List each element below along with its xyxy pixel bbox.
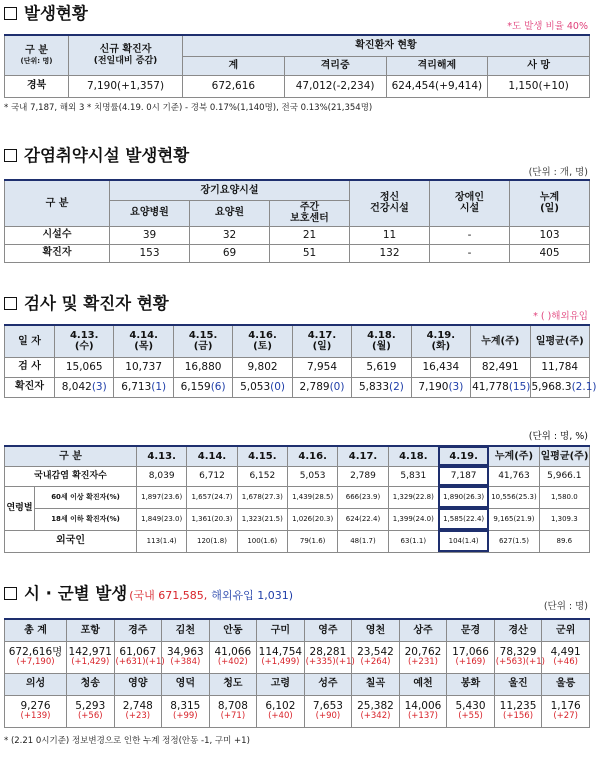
- isolating-value: 47,012(-2,234): [284, 75, 386, 97]
- section-title: 검사 및 확진자 현황: [24, 294, 169, 313]
- region-total: 23,542: [357, 646, 394, 659]
- region-increase: (+384): [170, 657, 201, 668]
- header-gubun: 구 분 (단위: 명): [5, 35, 69, 75]
- confirmed-value: 6,159(6): [173, 377, 232, 397]
- cell-value: 32: [190, 226, 270, 244]
- region-increase: (+264): [360, 657, 391, 668]
- row-label-age: 연령별: [5, 486, 35, 530]
- cell-value: 1,897(23.6): [137, 486, 187, 508]
- region-total: 6,102: [265, 700, 296, 713]
- header-date: 일 자: [5, 325, 55, 357]
- section-title-row: [4, 4, 590, 24]
- cell-value: 1,329(22.8): [388, 486, 438, 508]
- confirmed-value: 5,053(0): [233, 377, 292, 397]
- region-total: 672,616명: [8, 646, 63, 659]
- section-title: 시 · 군별 발생: [24, 584, 128, 603]
- cell-value: 1,309.3: [539, 508, 589, 530]
- tests-value: 15,065: [55, 357, 114, 377]
- overseas-count: 해외유입 1,031): [211, 589, 294, 602]
- cell-value: 51: [270, 244, 350, 262]
- region-value: [494, 641, 545, 673]
- cell-value: 6,712: [187, 466, 237, 486]
- region-increase: (+90): [315, 711, 341, 722]
- region-increase: (+7,190): [16, 657, 55, 668]
- cell-value: 39: [110, 226, 190, 244]
- header-date-cell: 4.17.: [338, 446, 388, 466]
- row-label: 시설수: [5, 226, 110, 244]
- row-label-tests: 검 사: [5, 357, 55, 377]
- region-name: 예천: [399, 673, 447, 695]
- confirmed-value: 5,968.3(2.1): [530, 377, 590, 397]
- region-total: 9,276: [20, 700, 51, 713]
- tests-value: 10,737: [114, 357, 173, 377]
- cell-value: 405: [510, 244, 590, 262]
- region-total: 5,430: [455, 700, 486, 713]
- region-increase: (+27): [553, 711, 578, 722]
- header-date-cell-highlight: 4.19.: [438, 446, 488, 466]
- cell-value: 8,039: [137, 466, 187, 486]
- region-increase: (+402): [217, 657, 248, 668]
- cell-value: 1,678(27.3): [237, 486, 287, 508]
- unit-note: (단위 : 개, 명): [528, 167, 588, 178]
- header-nursing-hospital: 요양병원: [110, 200, 190, 226]
- cell-value-highlight: 1,585(22.4): [438, 508, 488, 530]
- overseas-note: * ( )해외유입: [533, 311, 588, 322]
- cell-value-highlight: 7,187: [438, 466, 488, 486]
- cell-value: 153: [110, 244, 190, 262]
- region-name: 청도: [209, 673, 257, 695]
- section-title-row: [4, 146, 590, 166]
- region-value: [162, 641, 210, 673]
- section-outbreak: [4, 4, 590, 113]
- header-released: 격리해제: [386, 56, 488, 75]
- tests-value: 7,954: [292, 357, 351, 377]
- header-isolating: 격리중: [284, 56, 386, 75]
- region-value: [304, 641, 355, 673]
- cell-value-highlight: 1,890(26.3): [438, 486, 488, 508]
- region-increase: (+71): [220, 711, 246, 722]
- header-new-cases: 신규 확진자 (전일대비 증감): [69, 35, 183, 75]
- region-value: [5, 641, 67, 673]
- cell-value: 1,849(23.0): [137, 508, 187, 530]
- region-increase: (+137): [407, 711, 438, 722]
- region-total: 14,006: [404, 700, 442, 713]
- region-name: 울릉: [542, 673, 590, 695]
- region-increase: (+56): [77, 711, 103, 722]
- header-date-cell: 4.16.: [287, 446, 337, 466]
- new-cases-value: 7,190(+1,357): [69, 75, 183, 97]
- tests-value: 16,880: [173, 357, 232, 377]
- region-increase: (+631)(+1): [115, 657, 165, 668]
- row-label-domestic: 국내감염 확진자수: [5, 466, 137, 486]
- header-day-care: 주간 보호센터: [270, 200, 350, 226]
- region-total: 61,067: [119, 646, 157, 659]
- released-value: 624,454(+9,414): [386, 75, 488, 97]
- cell-value: 103: [510, 226, 590, 244]
- cell-value: 2,789: [338, 466, 388, 486]
- region-name: 칠곡: [352, 673, 400, 695]
- section-title: 발생현황: [24, 4, 88, 23]
- header-date-cell: 4.13.: [137, 446, 187, 466]
- region-increase: (+563)(+1): [495, 657, 545, 668]
- cell-value: 1,361(20.3): [187, 508, 237, 530]
- tests-value: 9,802: [233, 357, 292, 377]
- region-increase: (+99): [173, 711, 198, 722]
- region-name: 고령: [257, 673, 305, 695]
- region-name: 구미: [257, 619, 305, 641]
- region-name: 포항: [67, 619, 115, 641]
- region-total: 17,066: [452, 646, 489, 659]
- header-gubun: 구 분: [5, 446, 137, 466]
- header-date-cell: 4.18.: [388, 446, 438, 466]
- region-value: [257, 641, 305, 673]
- region-increase: (+23): [125, 711, 151, 722]
- region-value: [114, 695, 162, 727]
- tests-value: 16,434: [411, 357, 470, 377]
- cell-value: 1,323(21.5): [237, 508, 287, 530]
- checkbox-square-icon: [4, 149, 17, 162]
- outbreak-footnote: * 국내 7,187, 해외 3 * 치명률(4.19. 0시 기준) - 경북 0.17%(1,140명), 전국 0.13%(21,354명): [4, 102, 373, 113]
- row-label: 확진자: [5, 244, 110, 262]
- region-name: 경주: [114, 619, 162, 641]
- cell-value: -: [430, 226, 510, 244]
- region-total: 28,281: [309, 646, 347, 659]
- region-name: 문경: [447, 619, 495, 641]
- header-date-cell: 4.14.: [187, 446, 237, 466]
- region-name: 총 계: [5, 619, 67, 641]
- deaths-value: 1,150(+10): [488, 75, 590, 97]
- tests-value: 5,619: [352, 357, 411, 377]
- cell-value: 627(1.5): [489, 530, 539, 552]
- region-name: 영덕: [162, 673, 210, 695]
- cell-value-highlight: 104(1.4): [438, 530, 488, 552]
- header-date-cell: 4.16. (토): [233, 325, 292, 357]
- region-name: 영주: [304, 619, 352, 641]
- region-name: 군위: [542, 619, 590, 641]
- section-tests-confirmed: [4, 294, 596, 398]
- cell-value: 48(1.7): [338, 530, 388, 552]
- header-gubun: 구 분: [5, 180, 110, 226]
- row-label-confirmed: 확진자: [5, 377, 55, 397]
- tests-value: 82,491: [471, 357, 530, 377]
- cell-value: 1,580.0: [539, 486, 589, 508]
- section-by-region: [4, 584, 590, 746]
- region-increase: (+156): [503, 711, 534, 722]
- region-name: 영양: [114, 673, 162, 695]
- cell-value: 63(1.1): [388, 530, 438, 552]
- region-increase: (+231): [407, 657, 438, 668]
- header-date-cell: 4.14. (목): [114, 325, 173, 357]
- header-cumulative-week: 누계(주): [489, 446, 539, 466]
- row-label-foreigner: 외국인: [5, 530, 137, 552]
- cell-value: 11: [350, 226, 430, 244]
- region-increase: (+335)(+1): [305, 657, 355, 668]
- region-value: [67, 641, 115, 673]
- region-name: 청송: [67, 673, 115, 695]
- region-value: [399, 641, 447, 673]
- region-total: 25,382: [357, 700, 394, 713]
- cell-value: 113(1.4): [137, 530, 187, 552]
- header-date-cell: 4.13. (수): [55, 325, 114, 357]
- region-total: 1,176: [550, 700, 581, 713]
- confirmed-value: 8,042(3): [55, 377, 114, 397]
- region-value: [542, 695, 590, 727]
- region-value: [67, 695, 115, 727]
- section-title-row: [4, 584, 590, 606]
- tests-table: [4, 324, 596, 398]
- region-total: 7,653: [312, 700, 343, 713]
- section-title: 감염취약시설 발생현황: [24, 146, 190, 165]
- header-deaths: 사 망: [488, 56, 590, 75]
- unit-note: (단위 : 명): [543, 601, 588, 612]
- header-cumulative-week: 누계(주): [471, 325, 530, 357]
- region-total: 8,708: [217, 700, 248, 713]
- confirmed-value: 41,778(15): [471, 377, 530, 397]
- confirmed-value: 6,713(1): [114, 377, 173, 397]
- region-increase: (+342): [360, 711, 391, 722]
- checkbox-square-icon: [4, 297, 17, 310]
- region-name: 울진: [494, 673, 542, 695]
- region-name: 안동: [209, 619, 257, 641]
- region-value: [447, 641, 495, 673]
- cell-value: -: [430, 244, 510, 262]
- region-value: [352, 695, 400, 727]
- region-value: [399, 695, 447, 727]
- region-value: [114, 641, 165, 673]
- region-name: 봉화: [447, 673, 495, 695]
- facility-table: [4, 179, 590, 263]
- checkbox-square-icon: [4, 7, 17, 20]
- region-name: 경산: [494, 619, 542, 641]
- region-footnote: * (2.21 0시기준) 정보변경으로 인한 누계 정정(안동 -1, 구미 +1): [4, 735, 250, 746]
- header-date-cell: 4.17. (일): [292, 325, 351, 357]
- cell-value: 6,152: [237, 466, 287, 486]
- header-mental-health: 정신 건강시설: [350, 180, 430, 226]
- region-total: 78,329: [499, 646, 537, 659]
- region-increase: (+169): [455, 657, 486, 668]
- header-date-cell: 4.15. (금): [173, 325, 232, 357]
- section-vulnerable-facilities: [4, 146, 590, 263]
- header-date-cell: 4.18. (월): [352, 325, 411, 357]
- cell-value: 1,399(24.0): [388, 508, 438, 530]
- region-value: [494, 695, 542, 727]
- region-total: 20,762: [404, 646, 442, 659]
- cell-value: 41,763: [489, 466, 539, 486]
- region-total: 5,293: [75, 700, 106, 713]
- region-value: [304, 695, 352, 727]
- row-label-60plus: 60세 이상 확진자(%): [35, 486, 137, 508]
- region-total: 2,748: [122, 700, 153, 713]
- province-ratio-note: *도 발생 비율 40%: [507, 21, 588, 32]
- region-increase: (+139): [20, 711, 51, 722]
- header-date-cell: 4.19. (화): [411, 325, 470, 357]
- region-total: 114,754: [258, 646, 303, 659]
- region-total: 11,235: [499, 700, 537, 713]
- region-value: [257, 695, 305, 727]
- cell-value: 100(1.6): [237, 530, 287, 552]
- region-increase: (+55): [458, 711, 483, 722]
- cell-value: 5,831: [388, 466, 438, 486]
- region-value: [162, 695, 210, 727]
- header-disability: 장애인 시설: [430, 180, 510, 226]
- region-total: 4,491: [550, 646, 581, 659]
- cell-value: 5,053: [287, 466, 337, 486]
- cell-value: 5,966.1: [539, 466, 589, 486]
- row-label-18under: 18세 이하 확진자(%): [35, 508, 137, 530]
- row-label-gyeongbuk: 경북: [5, 75, 69, 97]
- cell-value: 624(22.4): [338, 508, 388, 530]
- header-daily-average: 일평균(주): [539, 446, 589, 466]
- region-increase: (+1,499): [261, 657, 300, 668]
- region-name: 영천: [352, 619, 400, 641]
- cell-value: 10,556(25.3): [489, 486, 539, 508]
- region-value: [352, 641, 400, 673]
- total-value: 672,616: [183, 75, 285, 97]
- domestic-count: (국내 671,585,: [129, 589, 208, 602]
- outbreak-table: [4, 34, 590, 98]
- region-value: [542, 641, 590, 673]
- region-total: 142,971: [68, 646, 112, 659]
- cell-value: 89.6: [539, 530, 589, 552]
- confirmed-value: 2,789(0): [292, 377, 351, 397]
- section-title-row: [4, 294, 590, 314]
- region-increase: (+40): [268, 711, 293, 722]
- cell-value: 666(23.9): [338, 486, 388, 508]
- header-cumulative: 누계 (일): [510, 180, 590, 226]
- region-name: 김천: [162, 619, 210, 641]
- cell-value: 69: [190, 244, 270, 262]
- header-total: 계: [183, 56, 285, 75]
- cell-value: 120(1.8): [187, 530, 237, 552]
- header-long-term-care: 장기요양시설: [110, 180, 350, 200]
- cell-value: 21: [270, 226, 350, 244]
- header-daily-average: 일평균(주): [530, 325, 590, 357]
- region-total: 41,066: [214, 646, 252, 659]
- region-increase: (+46): [553, 657, 578, 668]
- checkbox-square-icon: [4, 587, 17, 600]
- tests-value: 11,784: [530, 357, 590, 377]
- age-table: [4, 445, 590, 553]
- region-increase: (+1,429): [71, 657, 110, 668]
- unit-note: (단위 : 명, %): [528, 431, 588, 442]
- region-value: [209, 641, 257, 673]
- cell-value: 1,657(24.7): [187, 486, 237, 508]
- header-confirmed-status: 확진환자 현황: [183, 35, 590, 56]
- cell-value: 132: [350, 244, 430, 262]
- region-value: [5, 695, 67, 727]
- section-age-breakdown: [4, 428, 590, 553]
- header-date-cell: 4.15.: [237, 446, 287, 466]
- region-value: [447, 695, 495, 727]
- region-name: 상주: [399, 619, 447, 641]
- region-value: [209, 695, 257, 727]
- region-total: 8,315: [170, 700, 201, 713]
- cell-value: 1,026(20.3): [287, 508, 337, 530]
- cell-value: 9,165(21.9): [489, 508, 539, 530]
- cell-value: 79(1.6): [287, 530, 337, 552]
- region-total: 34,963: [166, 646, 204, 659]
- region-table: [4, 618, 590, 728]
- cell-value: 1,439(28.5): [287, 486, 337, 508]
- region-name: 성주: [304, 673, 352, 695]
- confirmed-value: 7,190(3): [411, 377, 470, 397]
- confirmed-value: 5,833(2): [352, 377, 411, 397]
- region-name: 의성: [5, 673, 67, 695]
- header-nursing-home: 요양원: [190, 200, 270, 226]
